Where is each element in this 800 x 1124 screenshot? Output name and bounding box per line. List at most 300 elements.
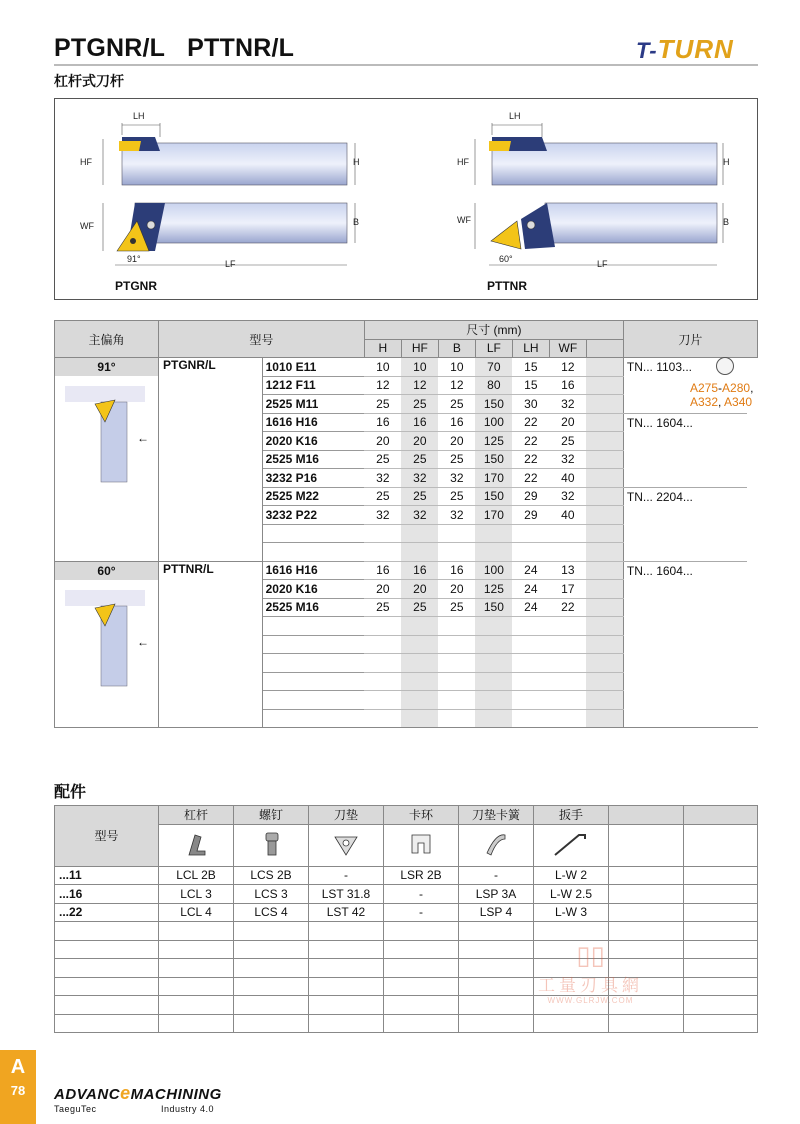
dim-cell: 24 bbox=[512, 561, 549, 580]
model-cell bbox=[262, 635, 364, 654]
dim-cell: 30 bbox=[512, 395, 549, 414]
acc-cell bbox=[309, 977, 384, 996]
dim-cell bbox=[475, 635, 512, 654]
dim-cell: 16 bbox=[438, 561, 475, 580]
dim-cell bbox=[512, 635, 549, 654]
dim-cell: 29 bbox=[512, 487, 549, 506]
ref-cell bbox=[747, 450, 757, 469]
dim-cell bbox=[401, 543, 438, 562]
dim-cell bbox=[549, 691, 586, 710]
header-lf: LF bbox=[475, 339, 512, 358]
dim-cell bbox=[586, 580, 623, 599]
insert-thumbnail bbox=[55, 376, 155, 486]
model-cell: 1616 H16 bbox=[262, 413, 364, 432]
dim-cell bbox=[549, 543, 586, 562]
acc-cell: LCS 3 bbox=[234, 885, 309, 904]
acc-cell bbox=[384, 959, 459, 978]
holder-table bbox=[54, 320, 758, 728]
dim-lf-left: LF bbox=[225, 259, 236, 269]
dim-cell: 15 bbox=[512, 376, 549, 395]
dim-cell: 25 bbox=[364, 598, 401, 617]
dim-cell: 25 bbox=[401, 598, 438, 617]
acc-row bbox=[55, 959, 758, 978]
dim-cell bbox=[512, 709, 549, 728]
diagram-panel bbox=[54, 98, 758, 300]
model-cell: 2525 M16 bbox=[262, 598, 364, 617]
dim-cell bbox=[364, 691, 401, 710]
acc-cell bbox=[684, 885, 758, 904]
dim-cell: 80 bbox=[475, 376, 512, 395]
dim-b-right: B bbox=[723, 217, 730, 227]
dim-cell bbox=[401, 524, 438, 543]
dim-cell bbox=[401, 654, 438, 673]
insert-cell bbox=[623, 432, 747, 451]
acc-cell bbox=[234, 959, 309, 978]
ref-cell bbox=[747, 432, 757, 451]
acc-header-blank1 bbox=[609, 806, 684, 825]
ref-cell bbox=[747, 413, 757, 432]
acc-cell bbox=[309, 940, 384, 959]
acc-cell: - bbox=[459, 866, 534, 885]
model-cell: 1616 H16 bbox=[262, 561, 364, 580]
dim-cell bbox=[512, 617, 549, 636]
header-angle: 主偏角 bbox=[55, 321, 159, 358]
page-refs: A275-A280, A332, A340 bbox=[690, 381, 754, 409]
acc-row bbox=[55, 940, 758, 959]
acc-cell bbox=[384, 977, 459, 996]
dim-cell: 16 bbox=[438, 413, 475, 432]
header-lh: LH bbox=[512, 339, 549, 358]
acc-row bbox=[55, 903, 758, 922]
dim-cell: 25 bbox=[438, 598, 475, 617]
ref-cell bbox=[747, 506, 757, 525]
dim-cell: 32 bbox=[438, 469, 475, 488]
acc-cell bbox=[384, 996, 459, 1015]
ref-cell bbox=[747, 580, 757, 599]
dim-cell bbox=[401, 617, 438, 636]
page-subtitle: 杠杆式刀杆 bbox=[54, 73, 124, 89]
dim-cell: 20 bbox=[401, 432, 438, 451]
dim-cell: 150 bbox=[475, 598, 512, 617]
acc-row-label bbox=[55, 959, 159, 978]
acc-header-clip: 卡环 bbox=[384, 806, 459, 825]
dim-cell: 150 bbox=[475, 487, 512, 506]
acc-cell: LCS 4 bbox=[234, 903, 309, 922]
acc-cell bbox=[159, 959, 234, 978]
insert-cell bbox=[623, 691, 747, 710]
page-tab bbox=[0, 1050, 36, 1124]
dim-cell bbox=[549, 635, 586, 654]
acc-cell bbox=[159, 977, 234, 996]
dim-cell bbox=[475, 691, 512, 710]
dim-cell: 22 bbox=[512, 469, 549, 488]
acc-cell bbox=[684, 977, 758, 996]
dim-cell bbox=[364, 654, 401, 673]
ref-cell bbox=[747, 598, 757, 617]
dim-cell bbox=[364, 635, 401, 654]
acc-row bbox=[55, 996, 758, 1015]
acc-icon-blank2 bbox=[684, 824, 758, 866]
accessories-title: 配件 bbox=[54, 784, 87, 801]
ref-cell bbox=[747, 691, 757, 710]
dim-cell bbox=[512, 691, 549, 710]
dim-cell bbox=[438, 691, 475, 710]
dim-hf-right: HF bbox=[457, 157, 469, 167]
acc-row bbox=[55, 885, 758, 904]
acc-cell bbox=[309, 959, 384, 978]
dim-cell: 150 bbox=[475, 395, 512, 414]
dim-cell: 32 bbox=[401, 506, 438, 525]
insert-cell bbox=[623, 580, 747, 599]
acc-row-label: ...16 bbox=[55, 885, 159, 904]
dim-cell bbox=[586, 524, 623, 543]
dim-cell: 25 bbox=[401, 450, 438, 469]
pttnr-side-view bbox=[475, 123, 723, 185]
acc-cell: L-W 2.5 bbox=[534, 885, 609, 904]
acc-row-label bbox=[55, 996, 159, 1015]
dim-cell: 40 bbox=[549, 506, 586, 525]
model-cell: 2020 K16 bbox=[262, 580, 364, 599]
acc-header-blank2 bbox=[684, 806, 758, 825]
caption-pttnr: PTTNR bbox=[487, 279, 527, 293]
dim-cell bbox=[586, 450, 623, 469]
dim-cell: 25 bbox=[438, 450, 475, 469]
acc-cell: LCL 4 bbox=[159, 903, 234, 922]
dim-cell: 16 bbox=[401, 561, 438, 580]
dim-lf-right: LF bbox=[597, 259, 608, 269]
dim-cell: 29 bbox=[512, 506, 549, 525]
dim-cell bbox=[586, 617, 623, 636]
dim-cell: 32 bbox=[549, 395, 586, 414]
dim-cell: 15 bbox=[512, 358, 549, 377]
dim-cell bbox=[512, 543, 549, 562]
dim-wf-right: WF bbox=[457, 215, 471, 225]
acc-cell: LSP 3A bbox=[459, 885, 534, 904]
dim-cell: 12 bbox=[401, 376, 438, 395]
title-divider bbox=[54, 64, 758, 66]
ref-cell bbox=[747, 654, 757, 673]
ref-cell bbox=[747, 709, 757, 728]
dim-cell bbox=[438, 672, 475, 691]
header-blank bbox=[586, 339, 623, 358]
dim-cell bbox=[475, 543, 512, 562]
acc-row bbox=[55, 1014, 758, 1033]
ref-cell bbox=[747, 561, 757, 580]
header-wf: WF bbox=[549, 339, 586, 358]
acc-cell: LSR 2B bbox=[384, 866, 459, 885]
ref-cell bbox=[747, 358, 757, 377]
screw-icon bbox=[234, 824, 309, 866]
acc-cell bbox=[609, 1014, 684, 1033]
insert-cell bbox=[623, 709, 747, 728]
dim-cell bbox=[364, 617, 401, 636]
angle-label: 91° bbox=[55, 358, 158, 376]
shim-spring-icon bbox=[459, 824, 534, 866]
dim-cell: 20 bbox=[364, 580, 401, 599]
dim-cell bbox=[549, 709, 586, 728]
dim-cell: 16 bbox=[364, 561, 401, 580]
dim-cell bbox=[364, 543, 401, 562]
acc-cell: LST 42 bbox=[309, 903, 384, 922]
insert-cell bbox=[623, 598, 747, 617]
dim-cell bbox=[586, 432, 623, 451]
acc-row bbox=[55, 922, 758, 941]
dim-cell: 22 bbox=[512, 432, 549, 451]
dim-cell: 25 bbox=[438, 487, 475, 506]
dim-cell bbox=[586, 395, 623, 414]
table-row bbox=[55, 358, 758, 377]
dim-cell: 13 bbox=[549, 561, 586, 580]
header-insert: 刀片 bbox=[623, 321, 757, 358]
acc-header-lever: 杠杆 bbox=[159, 806, 234, 825]
dim-cell bbox=[586, 376, 623, 395]
angle-cell bbox=[55, 561, 159, 728]
dim-b-left: B bbox=[353, 217, 360, 227]
acc-cell bbox=[309, 1014, 384, 1033]
dim-cell: 32 bbox=[364, 506, 401, 525]
dim-cell: 12 bbox=[438, 376, 475, 395]
dim-cell bbox=[586, 543, 623, 562]
dim-cell bbox=[586, 672, 623, 691]
acc-cell bbox=[234, 977, 309, 996]
acc-cell: - bbox=[384, 885, 459, 904]
header-h: H bbox=[364, 339, 401, 358]
dim-cell: 20 bbox=[549, 413, 586, 432]
dim-cell bbox=[438, 635, 475, 654]
ref-cell bbox=[747, 487, 757, 506]
angle-left: 91° bbox=[127, 254, 141, 264]
acc-cell bbox=[459, 996, 534, 1015]
dim-cell: 100 bbox=[475, 413, 512, 432]
insert-cell bbox=[623, 635, 747, 654]
lever-icon bbox=[159, 824, 234, 866]
dim-cell bbox=[401, 672, 438, 691]
dim-cell: 22 bbox=[512, 450, 549, 469]
model-cell: 3232 P22 bbox=[262, 506, 364, 525]
acc-cell: LCS 2B bbox=[234, 866, 309, 885]
dim-cell bbox=[401, 709, 438, 728]
acc-cell bbox=[159, 996, 234, 1015]
dim-cell: 25 bbox=[549, 432, 586, 451]
dim-h-right: H bbox=[723, 157, 730, 167]
acc-cell bbox=[234, 922, 309, 941]
dim-cell bbox=[586, 561, 623, 580]
acc-row-label: ...11 bbox=[55, 866, 159, 885]
dim-cell: 32 bbox=[438, 506, 475, 525]
acc-row-label bbox=[55, 940, 159, 959]
dim-cell: 25 bbox=[364, 450, 401, 469]
acc-cell bbox=[234, 1014, 309, 1033]
acc-header-shim-spring: 刀垫卡簧 bbox=[459, 806, 534, 825]
dim-cell: 12 bbox=[364, 376, 401, 395]
brand-logo: T-TURN bbox=[636, 34, 734, 64]
insert-cell bbox=[623, 672, 747, 691]
acc-cell bbox=[459, 922, 534, 941]
acc-cell: LCL 2B bbox=[159, 866, 234, 885]
dim-cell bbox=[586, 635, 623, 654]
acc-cell bbox=[159, 1014, 234, 1033]
dim-cell: 17 bbox=[549, 580, 586, 599]
model-cell: 2525 M16 bbox=[262, 450, 364, 469]
ref-cell bbox=[747, 543, 757, 562]
shim-icon bbox=[309, 824, 384, 866]
model-cell: 2020 K16 bbox=[262, 432, 364, 451]
acc-cell bbox=[684, 996, 758, 1015]
header-b: B bbox=[438, 339, 475, 358]
acc-cell: - bbox=[309, 866, 384, 885]
acc-cell: - bbox=[384, 903, 459, 922]
acc-icon-blank1 bbox=[609, 824, 684, 866]
dim-cell: 22 bbox=[549, 598, 586, 617]
dim-cell: 22 bbox=[512, 413, 549, 432]
svg-text:←: ← bbox=[137, 431, 149, 445]
insert-cell: TN... 1604... bbox=[623, 561, 747, 580]
dim-cell: 32 bbox=[549, 450, 586, 469]
dim-cell bbox=[586, 487, 623, 506]
advance-machining-logo: ADVANCeMACHINING TaeguTec Industry 4.0 bbox=[54, 1083, 222, 1114]
dim-cell bbox=[438, 617, 475, 636]
dim-cell bbox=[549, 617, 586, 636]
acc-cell bbox=[684, 903, 758, 922]
dim-cell: 20 bbox=[438, 580, 475, 599]
angle-cell bbox=[55, 358, 159, 562]
model-cell: 3232 P16 bbox=[262, 469, 364, 488]
page-number: 78 bbox=[10, 1083, 26, 1098]
dim-cell: 170 bbox=[475, 469, 512, 488]
ref-cell bbox=[747, 469, 757, 488]
acc-cell: LCL 3 bbox=[159, 885, 234, 904]
ptgnr-side-view bbox=[103, 123, 355, 185]
dim-cell: 32 bbox=[401, 469, 438, 488]
acc-cell bbox=[684, 922, 758, 941]
acc-cell bbox=[684, 866, 758, 885]
dim-cell: 150 bbox=[475, 450, 512, 469]
dim-cell: 25 bbox=[401, 395, 438, 414]
acc-header-wrench: 扳手 bbox=[534, 806, 609, 825]
model-cell: 1010 E11 bbox=[262, 358, 364, 377]
dim-cell: 25 bbox=[401, 487, 438, 506]
title-right: PTTNR/L bbox=[187, 34, 295, 62]
model-cell bbox=[262, 672, 364, 691]
dim-cell bbox=[475, 709, 512, 728]
dim-cell: 16 bbox=[364, 413, 401, 432]
dim-cell: 20 bbox=[438, 432, 475, 451]
dim-cell bbox=[586, 654, 623, 673]
caption-ptgnr: PTGNR bbox=[115, 279, 157, 293]
dim-cell bbox=[586, 358, 623, 377]
dim-cell bbox=[475, 654, 512, 673]
angle-right: 60° bbox=[499, 254, 513, 264]
insert-cell: TN... 1103... bbox=[623, 358, 747, 377]
dim-cell: 20 bbox=[401, 580, 438, 599]
dim-h-left: H bbox=[353, 157, 360, 167]
section-letter: A bbox=[10, 1056, 26, 1078]
acc-row-label bbox=[55, 922, 159, 941]
acc-cell bbox=[684, 1014, 758, 1033]
magnifier-icon bbox=[716, 357, 734, 375]
insert-cell bbox=[623, 506, 747, 525]
dim-cell bbox=[512, 654, 549, 673]
acc-header-model: 型号 bbox=[55, 806, 159, 867]
acc-cell bbox=[384, 940, 459, 959]
dim-cell bbox=[475, 524, 512, 543]
acc-row bbox=[55, 977, 758, 996]
dim-cell bbox=[438, 654, 475, 673]
dim-cell: 12 bbox=[549, 358, 586, 377]
acc-cell bbox=[459, 940, 534, 959]
insert-cell: TN... 1604... bbox=[623, 413, 747, 432]
dim-cell bbox=[586, 691, 623, 710]
accessories-table bbox=[54, 805, 758, 1033]
model-cell: 1212 F11 bbox=[262, 376, 364, 395]
insert-cell: TN... 2204... bbox=[623, 487, 747, 506]
dim-cell bbox=[512, 524, 549, 543]
acc-cell bbox=[609, 885, 684, 904]
acc-cell bbox=[609, 866, 684, 885]
svg-text:←: ← bbox=[137, 634, 149, 649]
dim-cell bbox=[438, 524, 475, 543]
dim-cell bbox=[549, 654, 586, 673]
clip-icon bbox=[384, 824, 459, 866]
acc-cell bbox=[459, 977, 534, 996]
insert-thumbnail bbox=[55, 580, 155, 690]
acc-cell bbox=[159, 940, 234, 959]
acc-row-label bbox=[55, 1014, 159, 1033]
acc-cell bbox=[309, 922, 384, 941]
table-row bbox=[55, 561, 758, 580]
insert-cell bbox=[623, 450, 747, 469]
acc-cell bbox=[684, 959, 758, 978]
acc-row-label bbox=[55, 977, 159, 996]
dim-cell: 70 bbox=[475, 358, 512, 377]
acc-cell bbox=[459, 959, 534, 978]
acc-cell: L-W 3 bbox=[534, 903, 609, 922]
dim-cell bbox=[512, 672, 549, 691]
acc-row bbox=[55, 866, 758, 885]
ref-cell bbox=[747, 635, 757, 654]
dim-cell: 16 bbox=[549, 376, 586, 395]
dim-cell bbox=[586, 506, 623, 525]
ref-cell bbox=[747, 672, 757, 691]
insert-cell bbox=[623, 543, 747, 562]
dim-cell: 16 bbox=[401, 413, 438, 432]
holder-diagrams bbox=[55, 99, 757, 299]
ref-cell bbox=[747, 617, 757, 636]
dim-cell: 10 bbox=[438, 358, 475, 377]
wrench-icon bbox=[534, 824, 609, 866]
acc-cell: LSP 4 bbox=[459, 903, 534, 922]
model-cell bbox=[262, 524, 364, 543]
acc-cell bbox=[534, 922, 609, 941]
dim-cell bbox=[586, 709, 623, 728]
watermark: ▯▯ 工量刃具網 WWW.GLRJW.COM bbox=[538, 940, 643, 1005]
dim-cell: 25 bbox=[364, 487, 401, 506]
dim-cell: 125 bbox=[475, 432, 512, 451]
dim-cell bbox=[438, 543, 475, 562]
series-cell: PTGNR/L bbox=[159, 358, 263, 562]
model-cell: 2525 M22 bbox=[262, 487, 364, 506]
acc-header-shim: 刀垫 bbox=[309, 806, 384, 825]
model-cell bbox=[262, 709, 364, 728]
acc-cell bbox=[684, 940, 758, 959]
dim-cell bbox=[401, 635, 438, 654]
angle-label: 60° bbox=[55, 562, 158, 580]
model-cell bbox=[262, 691, 364, 710]
acc-cell bbox=[384, 922, 459, 941]
dim-cell bbox=[364, 672, 401, 691]
dim-cell bbox=[475, 672, 512, 691]
dim-lh-right: LH bbox=[509, 111, 521, 121]
